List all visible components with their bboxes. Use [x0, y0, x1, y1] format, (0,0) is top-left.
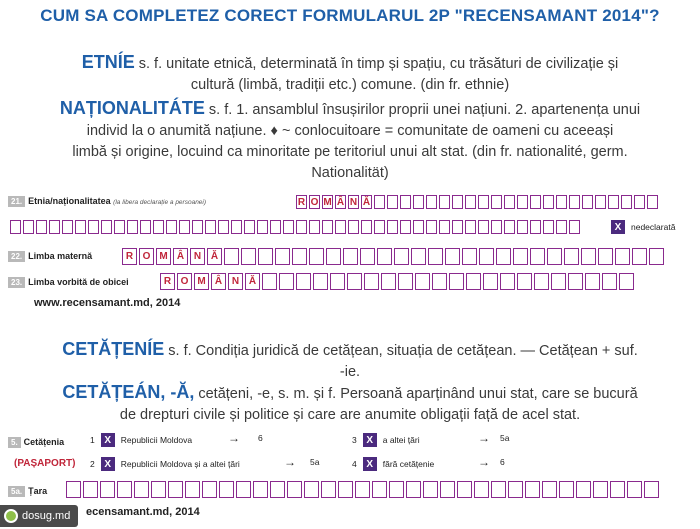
citizenship-option-4 — [352, 457, 434, 471]
letter-box — [610, 481, 625, 498]
letter-box — [543, 195, 554, 209]
letter-box — [75, 220, 86, 234]
letter-box — [151, 481, 166, 498]
letter-box — [445, 248, 460, 265]
letter-box — [134, 481, 149, 498]
source-url: www.recensamant.md, 2014 — [34, 297, 181, 309]
letter-box — [140, 220, 151, 234]
nationalitate-line1: s. f. 1. ansamblul însușirilor proprii unei națiuni. 2. apartenența unui — [204, 102, 641, 118]
letter-box — [202, 481, 217, 498]
letter-box: R — [122, 248, 137, 265]
letter-box: R — [297, 196, 306, 208]
row5-label — [8, 437, 64, 448]
letter-box — [504, 220, 515, 234]
option-label: a altei țări — [382, 435, 420, 445]
row23-label — [8, 277, 129, 288]
page-title: CUM SA COMPLETEZ CORECT FORMULARUL 2P "RECENSAMANT 2014"? — [40, 6, 660, 25]
letter-box — [413, 195, 424, 209]
letter-box — [556, 195, 567, 209]
letter-box — [478, 195, 489, 209]
letter-box — [632, 248, 647, 265]
letter-box — [411, 248, 426, 265]
letter-box — [415, 273, 430, 290]
letter-box: Â — [336, 196, 345, 208]
letter-box: O — [177, 273, 192, 290]
letter-box — [432, 273, 447, 290]
term-cetatenie: CETĂȚENÍE — [62, 339, 165, 359]
option-4-skip — [478, 455, 505, 469]
letter-box: Ă — [245, 273, 260, 290]
letter-box — [343, 248, 358, 265]
option-number: 3 — [352, 435, 357, 445]
letter-box: Ă — [207, 248, 222, 265]
letter-box — [543, 220, 554, 234]
letter-box — [168, 481, 183, 498]
letter-box — [270, 481, 285, 498]
letter-box — [426, 195, 437, 209]
letter-box: M — [194, 273, 209, 290]
letter-box — [313, 273, 328, 290]
letter-box — [66, 481, 81, 498]
pasaport-note: (PAȘAPORT) — [14, 458, 76, 469]
option-3-skip — [478, 431, 509, 445]
cetatean-line1: cetățeni, -e, s. m. și f. Persoană aparținând unui stat, care se bucură — [194, 386, 638, 402]
letter-box: R — [160, 273, 175, 290]
goto-label: 6 — [500, 457, 505, 467]
letter-box — [595, 195, 606, 209]
letter-box — [296, 220, 307, 234]
letter-box — [508, 481, 523, 498]
letter-box — [275, 248, 290, 265]
option-2-skip — [284, 455, 319, 469]
letter-box — [440, 481, 455, 498]
letter-box — [262, 273, 277, 290]
source-url-2: ecensamant.md, 2014 — [86, 506, 200, 518]
row5-number: 5. — [8, 437, 21, 448]
letter-box — [127, 220, 138, 234]
letter-box — [647, 195, 658, 209]
option-number: 1 — [90, 435, 95, 445]
letter-box — [569, 195, 580, 209]
letter-box — [100, 481, 115, 498]
citizenship-option-2 — [90, 457, 240, 471]
letter-box — [466, 273, 481, 290]
letter-box — [439, 195, 450, 209]
letter-box — [400, 220, 411, 234]
letter-box — [534, 273, 549, 290]
row23-boxes — [160, 273, 634, 290]
letter-box — [49, 220, 60, 234]
term-nationalitate: NAȚIONALITÁTE — [59, 98, 205, 118]
letter-box — [426, 220, 437, 234]
letter-box — [500, 273, 515, 290]
letter-box — [387, 220, 398, 234]
citizenship-option-3 — [352, 433, 420, 447]
letter-box — [364, 273, 379, 290]
letter-box — [504, 195, 515, 209]
option-1-skip — [228, 431, 263, 445]
arrow-right-icon: → — [228, 431, 240, 445]
letter-box — [413, 220, 424, 234]
goto-label: 6 — [258, 433, 263, 443]
row21-label — [8, 196, 206, 207]
letter-box — [406, 481, 421, 498]
cetatean-line2: de drepturi civile și politice și care are anumite obligații față de acel stat. — [119, 407, 581, 423]
letter-box — [309, 248, 324, 265]
nedeclarata-option — [611, 220, 675, 234]
row22-title: Limba maternă — [28, 251, 93, 261]
letter-box — [462, 248, 477, 265]
letter-box — [218, 220, 229, 234]
letter-box: O — [310, 196, 319, 208]
letter-box: N — [228, 273, 243, 290]
watermark-text: dosug.md — [22, 510, 71, 522]
letter-box — [496, 248, 511, 265]
letter-box — [335, 220, 346, 234]
letter-box — [517, 273, 532, 290]
letter-box — [374, 195, 385, 209]
letter-box — [634, 195, 645, 209]
checkbox-checked-icon: X — [611, 220, 625, 234]
row5a-label — [8, 486, 47, 497]
letter-box — [627, 481, 642, 498]
letter-box — [513, 248, 528, 265]
letter-box — [400, 195, 411, 209]
letter-box — [153, 220, 164, 234]
letter-box — [83, 481, 98, 498]
letter-box — [338, 481, 353, 498]
letter-box — [644, 481, 659, 498]
letter-box — [279, 273, 294, 290]
arrow-right-icon: → — [284, 455, 296, 469]
letter-box — [287, 481, 302, 498]
definition-etnie — [10, 52, 690, 96]
letter-box — [530, 195, 541, 209]
letter-box — [457, 481, 472, 498]
letter-box — [581, 248, 596, 265]
row5-title: Cetățenia — [23, 437, 65, 447]
letter-box: Ă — [362, 196, 371, 208]
letter-box — [330, 273, 345, 290]
row5a-number: 5a. — [8, 486, 25, 497]
letter-box — [114, 220, 125, 234]
letter-box — [491, 481, 506, 498]
letter-box — [292, 248, 307, 265]
letter-box — [348, 220, 359, 234]
watermark-badge — [0, 505, 78, 527]
letter-box — [372, 481, 387, 498]
definition-cetatean — [10, 382, 690, 426]
letter-box — [236, 481, 251, 498]
letter-box — [10, 220, 21, 234]
definition-cetatenie — [10, 339, 690, 383]
letter-box — [556, 220, 567, 234]
letter-box — [598, 248, 613, 265]
letter-box: O — [139, 248, 154, 265]
letter-box — [564, 248, 579, 265]
letter-box — [166, 220, 177, 234]
letter-box — [483, 273, 498, 290]
letter-box: M — [156, 248, 171, 265]
letter-box — [36, 220, 47, 234]
letter-box: N — [349, 196, 358, 208]
option-label: Republicii Moldova și a altei țări — [120, 459, 240, 469]
option-number: 2 — [90, 459, 95, 469]
letter-box — [205, 220, 216, 234]
letter-box — [585, 273, 600, 290]
row23-number: 23. — [8, 277, 25, 288]
row23-title: Limba vorbită de obicei — [28, 277, 129, 287]
letter-box — [551, 273, 566, 290]
letter-box — [374, 220, 385, 234]
letter-box — [621, 195, 632, 209]
letter-box — [62, 220, 73, 234]
letter-box — [530, 220, 541, 234]
nationalitate-line4: Nationalität) — [311, 165, 389, 181]
letter-box — [602, 273, 617, 290]
letter-box — [542, 481, 557, 498]
term-cetatean: CETĂȚEÁN, -Ă, — [62, 382, 195, 402]
letter-box — [360, 248, 375, 265]
letter-box — [347, 273, 362, 290]
row5a-title: Țara — [28, 486, 48, 496]
definition-nationalitate — [10, 98, 690, 184]
goto-label: 5a — [310, 457, 320, 467]
row22-boxes — [122, 248, 664, 265]
letter-box: Â — [173, 248, 188, 265]
letter-box — [559, 481, 574, 498]
letter-box — [619, 273, 634, 290]
letter-box — [355, 481, 370, 498]
letter-box — [474, 481, 489, 498]
letter-box — [649, 248, 664, 265]
nationalitate-line2: individ la o anumită națiune. ♦ ~ conlocuitoare = comunitate de oameni cu aceeași — [86, 123, 614, 139]
letter-box — [452, 195, 463, 209]
row21-hint: (la libera declarație a persoanei) — [113, 199, 207, 206]
letter-box — [568, 273, 583, 290]
etnie-line1: s. f. unitate etnică, determinată în timp și spațiu, cu trăsături de civilizație și — [134, 56, 619, 72]
letter-box — [389, 481, 404, 498]
arrow-right-icon: → — [478, 455, 490, 469]
letter-box: N — [190, 248, 205, 265]
letter-box — [309, 220, 320, 234]
letter-box — [258, 248, 273, 265]
letter-box — [253, 481, 268, 498]
letter-box — [361, 220, 372, 234]
cetatenie-line2: -ie. — [339, 364, 361, 380]
letter-box: M — [323, 196, 332, 208]
letter-box — [244, 220, 255, 234]
row21-boxes — [296, 195, 658, 209]
letter-box — [582, 195, 593, 209]
row21-boxes-line2 — [10, 220, 580, 234]
letter-box — [478, 220, 489, 234]
letter-box — [479, 248, 494, 265]
letter-box — [387, 195, 398, 209]
letter-box — [547, 248, 562, 265]
letter-box — [423, 481, 438, 498]
letter-box — [381, 273, 396, 290]
letter-box — [428, 248, 443, 265]
letter-box — [377, 248, 392, 265]
letter-box — [192, 220, 203, 234]
row22-label — [8, 251, 92, 262]
letter-box — [449, 273, 464, 290]
letter-box — [117, 481, 132, 498]
goto-label: 5a — [500, 433, 510, 443]
letter-box — [322, 220, 333, 234]
row21-title: Etnia/naționalitatea — [28, 196, 111, 206]
letter-box — [185, 481, 200, 498]
letter-box — [326, 248, 341, 265]
letter-box — [398, 273, 413, 290]
letter-box — [465, 220, 476, 234]
letter-box — [257, 220, 268, 234]
cetatenie-line1: s. f. Condiția juridică de cetățean, situația de cetățean. — Cetățean + suf. — [164, 343, 638, 359]
letter-box — [569, 220, 580, 234]
option-label: fără cetățenie — [382, 459, 435, 469]
letter-box — [525, 481, 540, 498]
letter-box — [491, 195, 502, 209]
letter-box — [283, 220, 294, 234]
citizenship-option-1 — [90, 433, 192, 447]
letter-box — [241, 248, 256, 265]
letter-box — [576, 481, 591, 498]
letter-box — [491, 220, 502, 234]
letter-box — [615, 248, 630, 265]
letter-box — [517, 195, 528, 209]
row21-number: 21. — [8, 196, 25, 207]
option-number: 4 — [352, 459, 357, 469]
letter-box: Â — [211, 273, 226, 290]
row22-number: 22. — [8, 251, 25, 262]
row5a-boxes — [66, 481, 659, 498]
letter-box — [88, 220, 99, 234]
letter-box — [219, 481, 234, 498]
term-etnie: ETNÍE — [81, 52, 135, 72]
nedeclarata-label: nedeclarată — [631, 222, 676, 232]
etnie-line2: cultură (limbă, tradiții etc.) comune. (din fr. ethnie) — [190, 77, 510, 93]
arrow-right-icon: → — [478, 431, 490, 445]
letter-box — [296, 273, 311, 290]
letter-box — [224, 248, 239, 265]
letter-box — [593, 481, 608, 498]
letter-box — [179, 220, 190, 234]
letter-box — [530, 248, 545, 265]
letter-box — [517, 220, 528, 234]
letter-box — [452, 220, 463, 234]
checkbox-checked-icon: X — [363, 433, 377, 447]
letter-box — [231, 220, 242, 234]
letter-box — [321, 481, 336, 498]
letter-box — [270, 220, 281, 234]
site-logo-icon — [4, 509, 18, 523]
letter-box — [608, 195, 619, 209]
checkbox-checked-icon: X — [363, 457, 377, 471]
letter-box — [394, 248, 409, 265]
checkbox-checked-icon: X — [101, 433, 115, 447]
letter-box — [304, 481, 319, 498]
nationalitate-line3: limbă și origine, locuind ca minoritate pe teritoriul unui alt stat. (din fr. nationalité, germ. — [72, 144, 628, 160]
checkbox-checked-icon: X — [101, 457, 115, 471]
letter-box — [439, 220, 450, 234]
letter-box — [23, 220, 34, 234]
letter-box — [465, 195, 476, 209]
option-label: Republicii Moldova — [120, 435, 193, 445]
letter-box — [101, 220, 112, 234]
